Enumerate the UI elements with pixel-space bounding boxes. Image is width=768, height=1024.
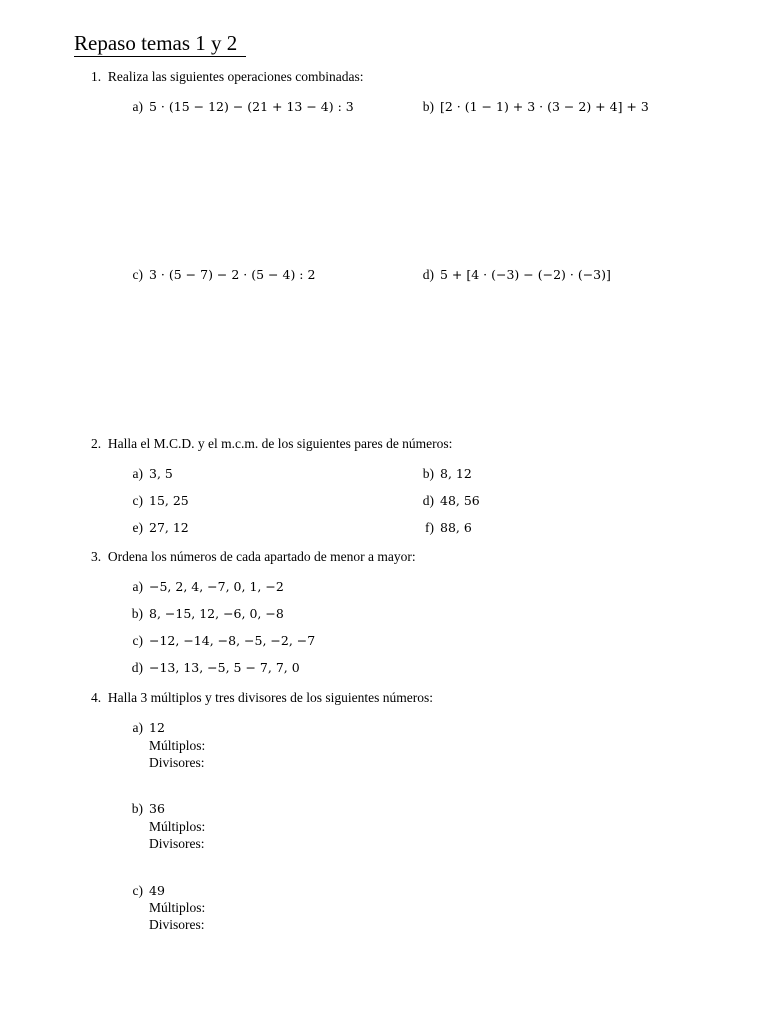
q4-item-b-value: 36 [149, 801, 165, 816]
q2-item-f-expr: 88, 6 [440, 520, 472, 535]
q1-item-c-label: c) [132, 267, 143, 282]
q2-item-b [414, 467, 472, 481]
q2-item-a-label: a) [132, 466, 143, 481]
question-4-number: 4. [91, 690, 102, 705]
q2-item-e [123, 521, 189, 535]
q2-item-e-label: e) [132, 520, 143, 535]
question-3-number: 3. [91, 549, 102, 564]
q3-item-b [123, 607, 284, 621]
q4-item-a-value: 12 [149, 720, 165, 735]
question-3 [91, 550, 416, 564]
q4-item-c-label: c) [132, 883, 143, 898]
q4-item-c-multiplos: Múltiplos: [149, 900, 206, 915]
q3-item-c [123, 634, 315, 648]
q1-item-c-expr: 3 · (5 − 7) − 2 · (5 − 4) : 2 [149, 267, 316, 282]
question-1 [91, 70, 364, 84]
q2-item-a [123, 467, 173, 481]
q2-item-b-expr: 8, 12 [440, 466, 472, 481]
q1-item-d [414, 268, 611, 282]
q2-item-c-expr: 15, 25 [149, 493, 189, 508]
question-2-text: Halla el M.C.D. y el m.c.m. de los siguientes pares de números: [107, 436, 453, 451]
q2-item-c-label: c) [132, 493, 143, 508]
q1-item-a [123, 100, 354, 114]
q2-item-b-label: b) [422, 466, 434, 481]
q2-item-c [123, 494, 189, 508]
q4-item-c [123, 884, 165, 898]
q1-item-c [123, 268, 315, 282]
q4-item-a [123, 721, 165, 735]
q4-item-c-divisores: Divisores: [149, 917, 205, 932]
q3-item-b-expr: 8, −15, 12, −6, 0, −8 [149, 606, 284, 621]
q3-item-b-label: b) [131, 606, 143, 621]
q2-item-d-expr: 48, 56 [440, 493, 480, 508]
question-4-text: Halla 3 múltiplos y tres divisores de los siguientes números: [107, 690, 433, 705]
q4-item-a-divisores: Divisores: [149, 755, 205, 770]
q4-item-c-value: 49 [149, 883, 165, 898]
q3-item-c-expr: −12, −14, −8, −5, −2, −7 [149, 633, 316, 648]
page-title: Repaso temas 1 y 2 [74, 31, 238, 55]
q3-item-a-expr: −5, 2, 4, −7, 0, 1, −2 [149, 579, 284, 594]
q1-item-b [414, 100, 649, 114]
q3-item-d [123, 661, 300, 675]
q3-item-d-expr: −13, 13, −5, 5 − 7, 7, 0 [149, 660, 300, 675]
q1-item-d-label: d) [422, 267, 434, 282]
q2-item-f-label: f) [425, 520, 434, 535]
q4-item-a-label: a) [132, 720, 143, 735]
q4-item-a-multiplos: Múltiplos: [149, 738, 206, 753]
question-2 [91, 437, 452, 451]
q3-item-a [123, 580, 284, 594]
title-underline [74, 56, 246, 57]
question-4 [91, 691, 433, 705]
q2-item-d-label: d) [422, 493, 434, 508]
question-1-text: Realiza las siguientes operaciones combinadas: [107, 69, 364, 84]
q2-item-f [414, 521, 472, 535]
question-2-number: 2. [91, 436, 102, 451]
q4-item-b [123, 802, 165, 816]
q1-item-a-expr: 5 · (15 − 12) − (21 + 13 − 4) : 3 [149, 99, 354, 114]
q3-item-a-label: a) [132, 579, 143, 594]
q2-item-d [414, 494, 480, 508]
q4-item-b-divisores: Divisores: [149, 836, 205, 851]
q2-item-a-expr: 3, 5 [149, 466, 173, 481]
q4-item-b-multiplos: Múltiplos: [149, 819, 206, 834]
question-1-number: 1. [91, 69, 102, 84]
q1-item-b-expr: [2 · (1 − 1) + 3 · (3 − 2) + 4] + 3 [440, 99, 649, 114]
q1-item-d-expr: 5 + [4 · (−3) − (−2) · (−3)] [440, 267, 611, 282]
q1-item-a-label: a) [132, 99, 143, 114]
q4-item-b-label: b) [131, 801, 143, 816]
question-3-text: Ordena los números de cada apartado de menor a mayor: [107, 549, 416, 564]
q3-item-d-label: d) [131, 660, 143, 675]
q1-item-b-label: b) [422, 99, 434, 114]
q3-item-c-label: c) [132, 633, 143, 648]
q2-item-e-expr: 27, 12 [149, 520, 189, 535]
